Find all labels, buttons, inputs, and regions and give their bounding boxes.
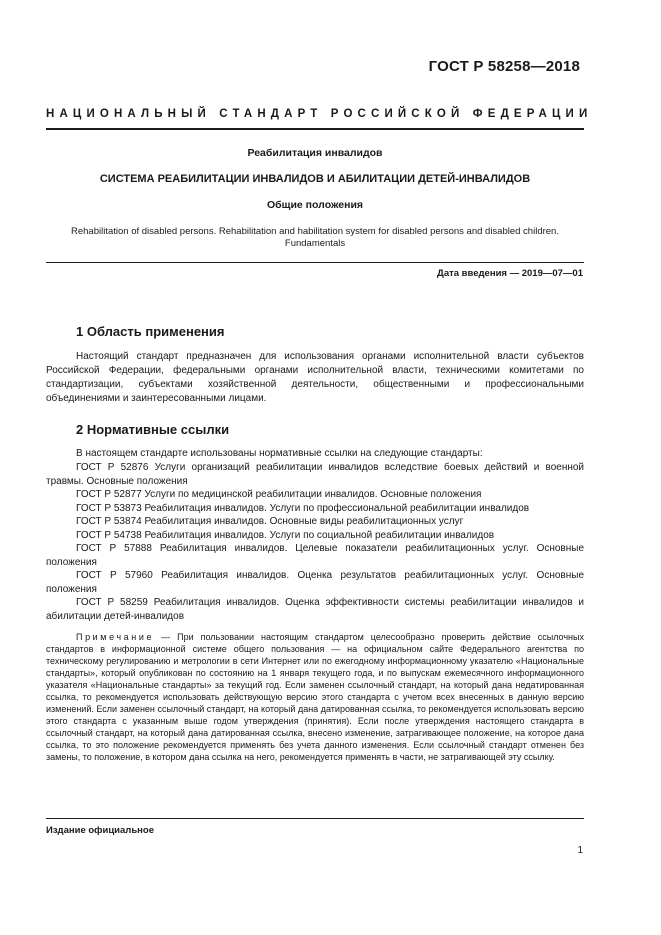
reference-title: Реабилитация инвалидов. Услуги по профессиональной реабилитации инвалидов: [144, 502, 530, 514]
normative-references-list: [46, 461, 584, 623]
references-note: [46, 631, 584, 763]
note-label: Примечание: [76, 632, 155, 642]
reference-title: Реабилитация инвалидов. Целевые показатели реабилитационных услуг. Основные положения: [46, 543, 585, 568]
introduction-date: Дата введения — 2019—07—01: [437, 268, 583, 279]
footer-rule: [46, 818, 584, 819]
header-rule: [46, 128, 584, 130]
title-main: СИСТЕМА РЕАБИЛИТАЦИИ ИНВАЛИДОВ И АБИЛИТАЦИИ ДЕТЕЙ-ИНВАЛИДОВ: [99, 173, 531, 185]
section-1-text: Настоящий стандарт предназначен для использования органами исполнительной власти субъектов Российской Федерации, федеральными органами исполнительной власти, техническими комитетами по стандартизации, субъектами хозяйственной деятельности, общественными и профессиональными объединениями и заинтересованными лицами.: [46, 351, 584, 404]
reference-code: ГОСТ Р 53873: [76, 502, 142, 514]
reference-title: Услуги по медицинской реабилитации инвалидов. Основные положения: [144, 489, 482, 500]
reference-code: ГОСТ Р 57888: [76, 543, 152, 554]
reference-code: ГОСТ Р 52876: [76, 462, 149, 473]
reference-item: [46, 569, 584, 596]
title-english: Rehabilitation of disabled persons. Rehabilitation and habilitation system for disabled persons and disabled children. Fundamentals: [71, 226, 559, 249]
title-small: Реабилитация инвалидов: [247, 147, 383, 159]
reference-code: ГОСТ Р 52877: [76, 489, 142, 500]
national-standard-heading: НАЦИОНАЛЬНЫЙ СТАНДАРТ РОССИЙСКОЙ ФЕДЕРАЦИИ: [46, 108, 593, 120]
reference-item: [46, 488, 584, 502]
reference-code: ГОСТ Р 57960: [76, 570, 153, 581]
reference-code: ГОСТ Р 53874: [76, 516, 142, 527]
reference-title: Реабилитация инвалидов. Оценка эффективности системы реабилитации инвалидов и абилитации детей-инвалидов: [46, 597, 584, 622]
reference-item: [46, 461, 584, 488]
note-text: — При пользовании настоящим стандартом целесообразно проверить действие ссылочных стандартов в информационной системе общего пользования — на официальном сайте Федерального агентства по техническому регулированию и метрологии в сети Интернет или по ежегодному информационному указателю «Национальные стандарты», который опубликован по состоянию на 1 января текущего года, и по выпускам ежемесячного информационного указателя «Национальные стандарты» за текущий год. Если заменен ссылочный стандарт, на который дана недатированная ссылка, то рекомендуется использовать действующую версию этого стандарта с учетом всех внесенных в данную версию изменений. Если заменен ссылочный стандарт, на который дана датированная ссылка, то рекомендуется использовать версию этого стандарта с указанным выше годом утверждения (принятия). Если после утверждения настоящего стандарта в ссылочный стандарт, на который дана датированная ссылка, внесено изменение, затрагивающее положение, на которое дана ссылка, то это положение рекомендуется применять без учета данного изменения. Если ссылочный стандарт отменен без замены, то положение, в котором дана ссылка на него, рекомендуется применять в части, не затрагивающей эту ссылку.: [46, 632, 584, 762]
title-sub: Общие положения: [266, 199, 364, 211]
edition-label: Издание официальное: [46, 825, 154, 836]
reference-title: Услуги организаций реабилитации инвалидов вследствие боевых действий и военной травмы. Основные положения: [46, 462, 585, 487]
document-id: ГОСТ Р 58258—2018: [428, 58, 580, 75]
reference-item: [46, 529, 584, 543]
reference-code: ГОСТ Р 54738: [76, 529, 142, 541]
reference-item: [46, 502, 584, 516]
reference-item: [46, 596, 584, 623]
reference-title: Реабилитация инвалидов. Услуги по социальной реабилитации инвалидов: [144, 529, 495, 541]
reference-item: [46, 515, 584, 529]
section-2-heading: 2 Нормативные ссылки: [76, 422, 230, 437]
reference-title: Реабилитация инвалидов. Основные виды реабилитационных услуг: [144, 516, 464, 527]
title-rule: [46, 262, 584, 263]
section-2-intro: В настоящем стандарте использованы нормативные ссылки на следующие стандарты:: [76, 448, 483, 459]
reference-title: Реабилитация инвалидов. Оценка результатов реабилитационных услуг. Основные положения: [46, 570, 585, 595]
reference-code: ГОСТ Р 58259: [76, 597, 148, 608]
section-1-heading: 1 Область применения: [76, 324, 225, 339]
page-number: 1: [577, 845, 583, 856]
reference-item: [46, 542, 584, 569]
